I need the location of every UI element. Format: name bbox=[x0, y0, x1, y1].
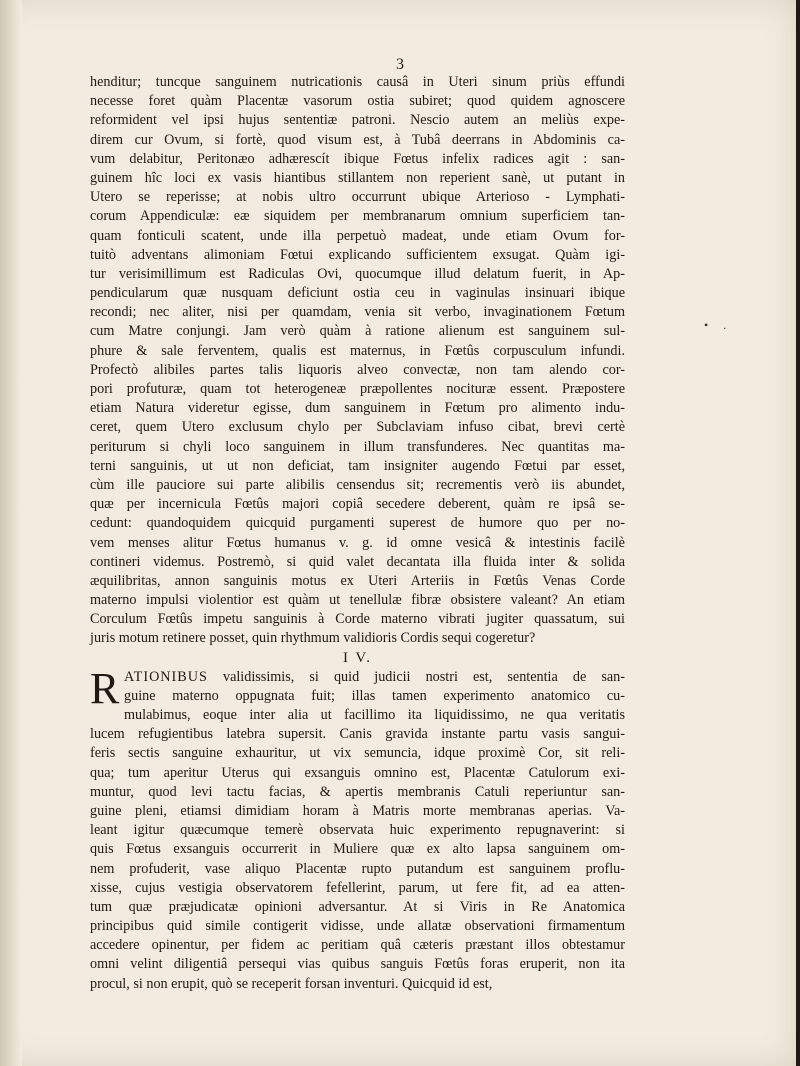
text-line: etiam Natura videretur egisse, dum sanguinem in Fœtum pro alimento indu- bbox=[90, 400, 625, 417]
page-number: 3 bbox=[396, 56, 404, 73]
text-line: cum Matre conjungi. Jam verò quàm à ratione alienum est sanguinem sul- bbox=[90, 323, 625, 340]
paragraph-iii-continued bbox=[90, 73, 625, 649]
text-line: xisse, cujus vestigia observatorem fefellerint, parum, ut fere fit, ad ea atten- bbox=[90, 879, 625, 896]
text-line: cùm ille pauciore sui parte alibilis censendus sit; recrementis verò iis abundet, bbox=[90, 476, 625, 493]
text-line: procul, si non erupit, quò se receperit forsan inventuri. Quicquid id est, bbox=[90, 975, 493, 992]
text-line: omni velint diligentiâ persequi vias quibus sanguis Fœtûs foras eruperit, non ita bbox=[90, 956, 625, 973]
text-line: quam fonticuli scatent, unde illa perpetuò madeat, unde etiam Ovum for- bbox=[90, 227, 625, 244]
text-line: Profectò alibiles partes talis liquoris alveo convectæ, non tam alendo cor- bbox=[90, 361, 625, 378]
text-line: tum quæ præjudicatæ opinioni adversantur. At si Viris in Re Anatomica bbox=[90, 898, 625, 915]
text-line: leant igitur quæcumque temerè observata huic experimento repugnaverint: si bbox=[90, 822, 625, 839]
body-text bbox=[90, 73, 625, 994]
text-line: muntur, quod levi tactu facias, & apertis membranis Catuli reperiuntur san- bbox=[90, 783, 625, 800]
page-gutter-shadow bbox=[0, 0, 22, 1066]
text-line: tur verisimillimum est Radiculas Ovi, quocumque illud delatum fuerit, in Ap- bbox=[90, 265, 625, 282]
text-line: necesse foret quàm Placentæ vasorum ostia subiret; quod quidem agnoscere bbox=[90, 93, 625, 110]
text-line: phure & sale ferventem, qualis est maternus, in Fœtûs corpusculum infundi. bbox=[90, 342, 625, 359]
text-line: principibus quid simile contigerit vidisse, unde allatæ observationi firmamentum bbox=[90, 918, 625, 935]
text-line: corum Appendiculæ: eæ siquidem per membranarum omnium superficiem tan- bbox=[90, 208, 625, 225]
text-line: vum delabitur, Peritonæo adhærescít ibique Fœtus infelix radices agit : san- bbox=[90, 150, 625, 167]
text-line: reformident vel ipsi hujus sententiæ patroni. Nescio autem an meliùs expe- bbox=[90, 112, 625, 129]
text-line: guine pleni, etiamsi dimidiam horam à Matris morte membranas aperias. Va- bbox=[90, 802, 625, 819]
text-line-segment: validissimis, si quid judicii nostri est, sententia de san- bbox=[207, 668, 625, 685]
text-line: Corculum Fœtûs impetu sanguinis à Corde materno vibrati jugiter quassatum, sui bbox=[90, 611, 625, 628]
text-line: pendicularum quæ nusquam deficiunt ostia ceu in vaginulas insinuari ibique bbox=[90, 285, 625, 302]
text-line: æquilibritas, annon sanguinis motus ex Uteri Arteriis in Fœtûs Venas Corde bbox=[90, 572, 625, 589]
text-line: lucem refugientibus latebra supersit. Canis gravida instante partu vasis sangui- bbox=[90, 726, 625, 743]
text-line: qua; tum aperitur Uterus qui exsanguis omnino est, Placentæ Catulorum exi- bbox=[90, 764, 625, 781]
paragraph-iv bbox=[90, 663, 625, 994]
text-line: accedere opinentur, per fidem ac peritiam quâ cæteris præstant illos obtestamur bbox=[90, 937, 625, 954]
text-line: nem profuderit, vase aliquo Placentæ rupto putandum est sanguinem proflu- bbox=[90, 860, 625, 877]
text-line bbox=[90, 668, 625, 687]
text-line: direm cur Ovum, si fortè, quod visum est, à Tubâ deerrans in Abdominis ca- bbox=[90, 131, 625, 148]
drop-cap-initial: R bbox=[90, 663, 120, 713]
text-line: materno impulsi violentior est quàm ut tenellulæ fibræ obsistere valeant? An etiam bbox=[90, 592, 625, 609]
first-word-rest: ATIONIBUS bbox=[124, 668, 208, 685]
text-line: contineri videmus. Postremò, si quid valet decantata illa fluida inter & solida bbox=[90, 553, 625, 570]
text-line: cedunt: quandoquidem quicquid purgamenti superest de humore quo per no- bbox=[90, 515, 625, 532]
text-line: Utero se reperisse; at nobis ultro occurrunt ubique Arterioso - Lymphati- bbox=[90, 189, 625, 206]
text-line: guine materno oppugnata fuit; illas tamen experimento anatomico cu- bbox=[124, 687, 625, 704]
text-line: pori profuturæ, quam tot heterogeneæ præpollentes nocituræ essent. Præpostere bbox=[90, 381, 625, 397]
text-line: henditur; tuncque sanguinem nutricationis causâ in Uteri sinum priùs effundi bbox=[90, 74, 625, 90]
text-line: vem menses alitur Fœtus humanus v. g. id omne vesicâ & intestinis facilè bbox=[90, 534, 625, 551]
text-line: recondi; nec aliter, nisi per quamdam, venia sit verbo, invaginationem Fœtum bbox=[90, 304, 625, 321]
section-heading: I V. bbox=[342, 649, 373, 666]
text-line: feris sectis sanguine exhauritur, ut vix semuncia, idque proximè Cor, sit reli- bbox=[90, 745, 625, 762]
ink-speck-marks: • . bbox=[704, 318, 733, 332]
text-line: mulabimus, eoque inter alia ut facillimo ita liquidissimo, ne qua veritatis bbox=[124, 707, 625, 723]
text-line: quis Fœtus exsanguis occurrerit in Muliere quæ ex alto lapsa sanguinem om- bbox=[90, 841, 625, 858]
text-line: quæ per incernicula Fœtûs majori copiâ secedere deberent, quàm re ipsâ se- bbox=[90, 496, 625, 513]
text-line: juris motum retinere posset, quin rhythmum validioris Cordis sequi cogeretur? bbox=[90, 630, 536, 647]
text-line: periturum si chyli loco sanguinem in illum transfunderes. Nec quantitas ma- bbox=[90, 438, 625, 455]
text-line: tuitò adventans alimoniam Fœtui explicando sufficientem exsugat. Quàm igi- bbox=[90, 246, 625, 263]
text-line: guinem hîc loci ex vasis hiantibus stillantem non reperient sanè, ut putant in bbox=[90, 169, 625, 186]
text-line: terni sanguinis, ut ut non deficiat, tam insigniter augendo Fœtui par esset, bbox=[90, 457, 625, 474]
text-line: ceret, quem Utero exclusum chylo per Subclaviam infuso cibat, brevi certè bbox=[90, 419, 625, 436]
